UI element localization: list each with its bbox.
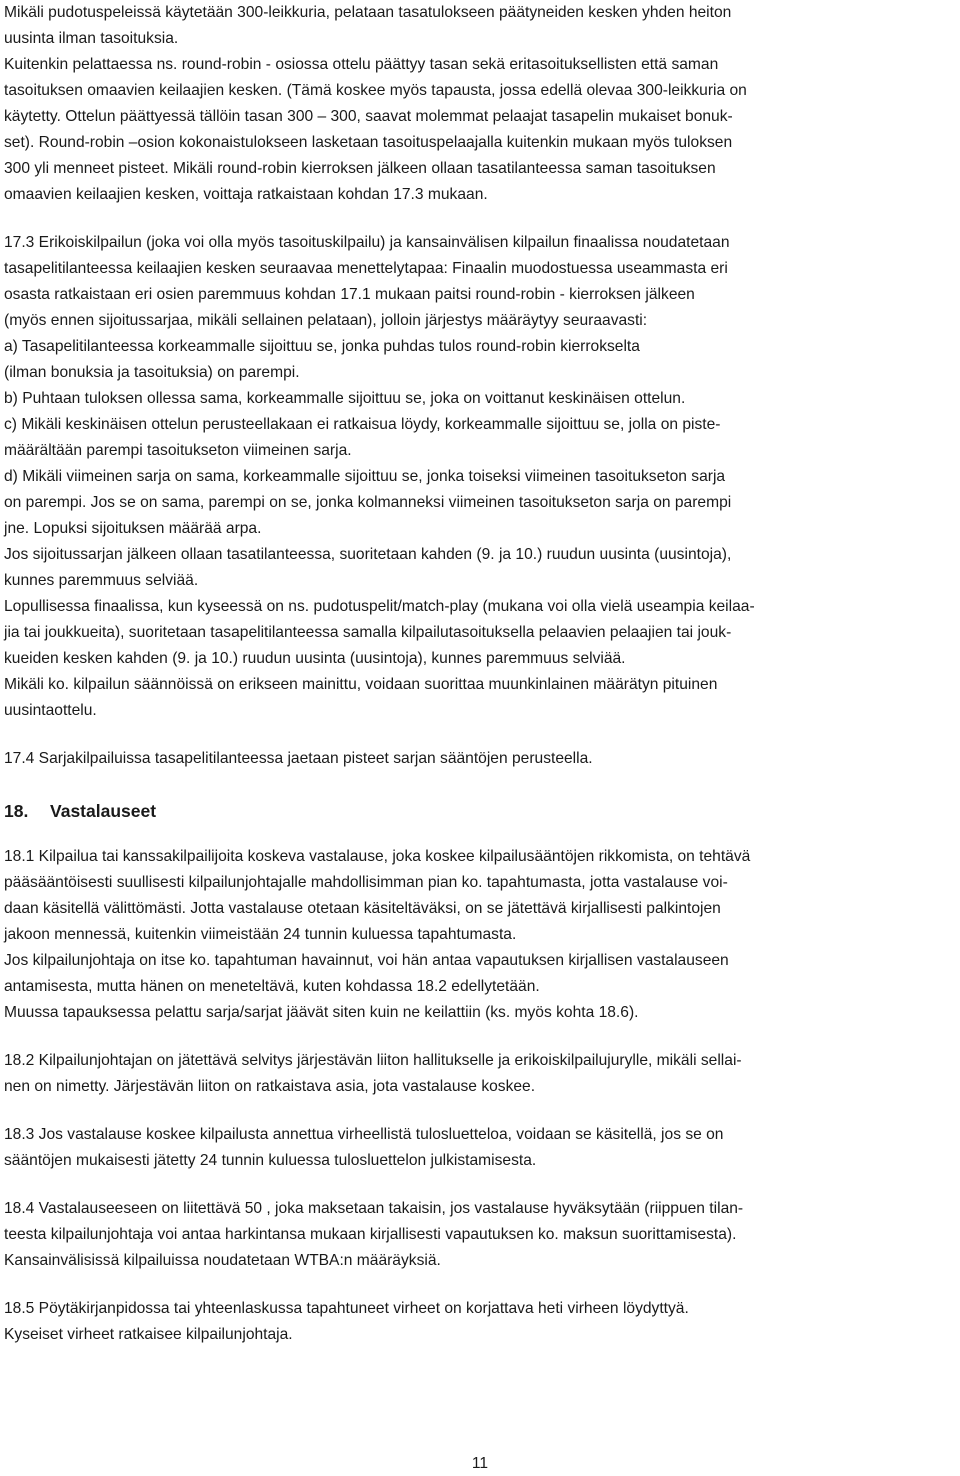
spacer: [4, 1026, 956, 1048]
text-line: 18.3 Jos vastalause koskee kilpailusta annettua virheellistä tulosluetteloa, voidaan se käsitellä, jos se on: [4, 1126, 724, 1143]
paragraph-18-2: [4, 1048, 956, 1100]
text-line: 300 yli menneet pisteet. Mikäli round-robin kierroksen jälkeen ollaan tasatilanteessa saman tasoituksen: [4, 160, 716, 177]
text-line: uusinta ilman tasoituksia.: [4, 30, 179, 47]
text-line: on parempi. Jos se on sama, parempi on se, jonka kolmanneksi viimeinen tasoitukseton sarja on parempi: [4, 494, 732, 511]
page-number: 11: [471, 1455, 489, 1472]
paragraph-18-1: [4, 844, 956, 1026]
text-line: Muussa tapauksessa pelattu sarja/sarjat jäävät siten kuin ne keilattiin (ks. myös kohta 18.6).: [4, 1004, 639, 1021]
paragraph-intro: [4, 0, 956, 208]
text-line: b) Puhtaan tuloksen ollessa sama, korkeammalle sijoittuu se, joka on voittanut keskinäisen ottelun.: [4, 390, 686, 407]
section-heading-18: [4, 798, 956, 824]
document-page: [4, 0, 956, 1348]
heading-title: Vastalauseet: [50, 801, 157, 821]
text-line: pääsääntöisesti suullisesti kilpailunjohtajalle mahdollisimman pian ko. tapahtumasta, jotta vastalause voi-: [4, 874, 728, 891]
text-line: tasapelitilanteessa keilaajien kesken seuraavaa menettelytapaa: Finaalin muodostuessa useammasta eri: [4, 260, 728, 277]
text-line: uusintaottelu.: [4, 702, 97, 719]
text-line: kueiden kesken kahden (9. ja 10.) ruudun uusinta (uusintoja), kunnes paremmuus selviää.: [4, 650, 626, 667]
text-line: sääntöjen mukaisesti jätetty 24 tunnin kuluessa tulosluettelon julkistamisesta.: [4, 1152, 537, 1169]
text-line: set). Round-robin –osion kokonaistulokseen lasketaan tasoituspelaajalla kuitenkin mukaan myös tuloksen: [4, 134, 733, 151]
spacer: [4, 724, 956, 746]
text-line: jakoon mennessä, kuitenkin viimeistään 24 tunnin kuluessa tapahtumasta.: [4, 926, 517, 943]
paragraph-18-5: [4, 1296, 956, 1348]
text-line: kunnes paremmuus selviää.: [4, 572, 199, 589]
text-line: omaavien keilaajien kesken, voittaja ratkaistaan kohdan 17.3 mukaan.: [4, 186, 488, 203]
text-line: 18.2 Kilpailunjohtajan on jätettävä selvitys järjestävän liiton hallitukselle ja erikoiskilpailujurylle, mikäli sellai-: [4, 1052, 742, 1069]
heading-number: 18.: [4, 801, 29, 821]
text-line: c) Mikäli keskinäisen ottelun perusteellakaan ei ratkaisua löydy, korkeammalle sijoittuu se, jolla on piste-: [4, 416, 721, 433]
text-line: a) Tasapelitilanteessa korkeammalle sijoittuu se, jonka puhdas tulos round-robin kierrokselta: [4, 338, 640, 355]
text-line: käytetty. Ottelun päättyessä tällöin tasan 300 – 300, saavat molemmat pelaajat tasapelin mukaiset bonuk-: [4, 108, 733, 125]
text-line: Kuitenkin pelattaessa ns. round-robin - osiossa ottelu päättyy tasan sekä eritasoituksellisten että saman: [4, 56, 719, 73]
spacer: [4, 208, 956, 230]
text-line: antamisesta, mutta hänen on meneteltävä, kuten kohdassa 18.2 edellytetään.: [4, 978, 540, 995]
paragraph-18-4: [4, 1196, 956, 1274]
spacer: [4, 1100, 956, 1122]
paragraph-17-3: [4, 230, 956, 724]
text-line: d) Mikäli viimeinen sarja on sama, korkeammalle sijoittuu se, jonka toiseksi viimeinen tasoitukseton sarja: [4, 468, 726, 485]
text-line: nen on nimetty. Järjestävän liiton on ratkaistava asia, jota vastalause koskee.: [4, 1078, 536, 1095]
text-line: tasoituksen omaavien keilaajien kesken. (Tämä koskee myös tapausta, jossa edellä olevaa 300-leikkuria on: [4, 82, 747, 99]
spacer: [4, 1174, 956, 1196]
spacer: [4, 824, 956, 844]
text-line: daan käsitellä välittömästi. Jotta vastalause otetaan käsiteltäväksi, on se jätettävä kirjallisesti palkintojen: [4, 900, 721, 917]
text-line: jne. Lopuksi sijoituksen määrää arpa.: [4, 520, 262, 537]
paragraph-18-3: [4, 1122, 956, 1174]
text-line: (myös ennen sijoitussarjaa, mikäli sellainen pelataan), jolloin järjestys määräytyy seuraavasti:: [4, 312, 648, 329]
text-line: Kyseiset virheet ratkaisee kilpailunjohtaja.: [4, 1326, 293, 1343]
text-line: 18.5 Pöytäkirjanpidossa tai yhteenlaskussa tapahtuneet virheet on korjattava heti virheen löydyttyä.: [4, 1300, 689, 1317]
text-line: Lopullisessa finaalissa, kun kyseessä on ns. pudotuspelit/match-play (mukana voi olla vielä useampia keilaa-: [4, 598, 755, 615]
text-line: 18.1 Kilpailua tai kanssakilpailijoita koskeva vastalause, joka koskee kilpailusääntöjen rikkomista, on tehtävä: [4, 848, 751, 865]
text-line: jia tai joukkueita), suoritetaan tasapelitilanteessa samalla kilpailutasoituksella pelaavien pelaajien tai jouk-: [4, 624, 732, 641]
text-line: Kansainvälisissä kilpailuissa noudatetaan WTBA:n määräyksiä.: [4, 1252, 441, 1269]
text-line: määrältään parempi tasoitukseton viimeinen sarja.: [4, 442, 352, 459]
text-line: Jos kilpailunjohtaja on itse ko. tapahtuman havainnut, voi hän antaa vapautuksen kirjallisen vastalauseen: [4, 952, 729, 969]
text-line: Jos sijoitussarjan jälkeen ollaan tasatilanteessa, suoritetaan kahden (9. ja 10.) ruudun uusinta (uusintoja),: [4, 546, 732, 563]
text-line: 17.4 Sarjakilpailuissa tasapelitilanteessa jaetaan pisteet sarjan sääntöjen perusteella.: [4, 750, 593, 767]
text-line: 17.3 Erikoiskilpailun (joka voi olla myös tasoituskilpailu) ja kansainvälisen kilpailun finaalissa noudatetaan: [4, 234, 730, 251]
text-line: Mikäli pudotuspeleissä käytetään 300-leikkuria, pelataan tasatulokseen päätyneiden kesken yhden heiton: [4, 4, 732, 21]
spacer: [4, 1274, 956, 1296]
text-line: teesta kilpailunjohtaja voi antaa harkintansa mukaan kirjallisesti vapautuksen ko. maksun suorittamisesta).: [4, 1226, 737, 1243]
text-line: (ilman bonuksia ja tasoituksia) on parempi.: [4, 364, 300, 381]
text-line: osasta ratkaistaan eri osien paremmuus kohdan 17.1 mukaan paitsi round-robin - kierroksen jälkeen: [4, 286, 695, 303]
paragraph-17-4: [4, 746, 956, 772]
text-line: 18.4 Vastalauseeseen on liitettävä 50 , joka maksetaan takaisin, jos vastalause hyväksytään (riippuen tilan-: [4, 1200, 744, 1217]
spacer: [4, 772, 956, 798]
text-line: Mikäli ko. kilpailun säännöissä on erikseen mainittu, voidaan suorittaa muunkinlainen määrätyn pituinen: [4, 676, 718, 693]
